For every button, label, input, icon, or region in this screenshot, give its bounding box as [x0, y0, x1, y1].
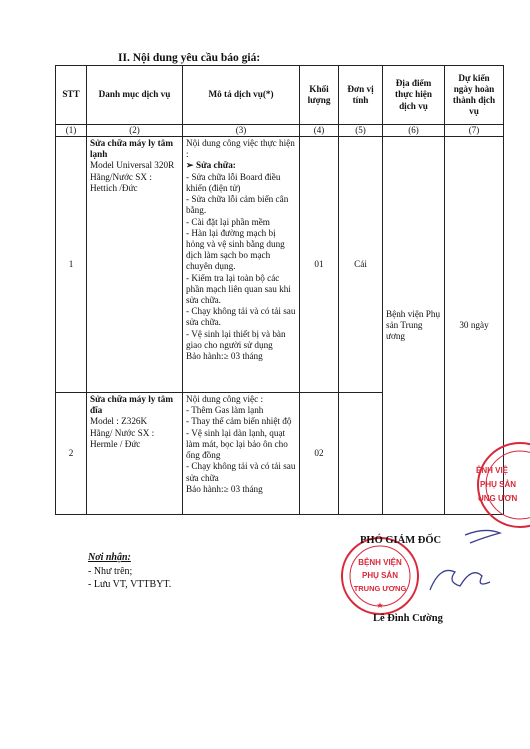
description-item: - Hàn lại đường mạch bị hỏng và vệ sinh bằng dung dịch làm sạch bo mạch chuyên dụng. [186, 227, 285, 272]
column-number: (6) [383, 125, 445, 137]
description-item: - Cài đặt lại phần mềm [186, 216, 270, 227]
svg-text:ỆNH VIỆ: ỆNH VIỆ [476, 466, 509, 475]
table-row [56, 136, 504, 392]
row-description [183, 392, 300, 514]
header-description-label: Mô tả dịch vụ(*) [208, 89, 274, 100]
row-unit: Cái [339, 136, 383, 392]
header-description [183, 66, 300, 125]
description-item: - Sửa chữa lỗi cảm biến cân bằng. [186, 194, 289, 216]
service-detail: Model Universal 320R [90, 160, 175, 171]
row-quantity: 01 [300, 136, 339, 392]
header-quantity: Khối lượng [300, 66, 339, 125]
description-item: - Sửa chữa lỗi Board điều khiển (điện tử) [186, 171, 281, 193]
signer-title: PHÓ GIÁM ĐỐC [360, 535, 442, 546]
row-description [183, 136, 300, 392]
column-number: (2) [87, 125, 183, 137]
stamp-line: TRUNG ƯƠNG [353, 584, 407, 593]
signer-name: Lê Đình Cường [373, 613, 443, 624]
column-number: (4) [300, 125, 339, 137]
description-item: - Kiểm tra lại toàn bộ các phần mạch liên quan sau khi sửa chữa. [186, 272, 291, 306]
header-service: Danh mục dịch vụ [87, 66, 183, 125]
description-item: Bảo hành:≥ 03 tháng [186, 351, 263, 362]
service-name: Sửa chữa máy ly tâm đĩa [90, 393, 173, 416]
column-number: (7) [445, 125, 504, 137]
recipients-block [88, 551, 171, 592]
row-service [87, 392, 183, 514]
description-item: - Chạy không tải và có tải sau sửa chữa [186, 461, 296, 483]
description-item: Bảo hành:≥ 03 tháng [186, 483, 263, 494]
header-completion: Dự kiến ngày hoàn thành dịch vụ [445, 66, 504, 125]
header-place: Địa điểm thực hiện dịch vụ [383, 66, 445, 125]
stamp-line: PHỤ SẢN [361, 571, 399, 580]
header-stt: STT [56, 66, 87, 125]
recipient-item: - Như trên; [88, 565, 133, 577]
row-unit [339, 392, 383, 514]
row-stt: 2 [56, 392, 87, 514]
description-item: - Thêm Gas làm lạnh [186, 405, 264, 416]
service-request-table [55, 65, 504, 515]
service-detail: Hãng/Nước SX : [90, 171, 152, 182]
service-detail: Model : Z326K [90, 416, 148, 427]
description-item: - Thay thế cảm biến nhiệt độ [186, 416, 292, 427]
row-quantity: 02 [300, 392, 339, 514]
svg-text:PHỤ SẢN: PHỤ SẢN [480, 480, 517, 489]
column-number: (3) [183, 125, 300, 137]
description-item: - Vệ sinh lại thiết bị và bàn giao cho người sử dụng [186, 328, 286, 350]
header-unit: Đơn vị tính [339, 66, 383, 125]
shared-place: Bệnh viện Phụ sản Trung ương [383, 136, 445, 514]
row-stt: 1 [56, 136, 87, 392]
description-intro: Nội dung công việc : [186, 393, 264, 404]
service-detail: Hettich /Đức [90, 182, 138, 193]
shared-completion-days: 30 ngày [445, 136, 504, 514]
column-number: (5) [339, 125, 383, 137]
column-number-row [56, 125, 504, 137]
stamp-line: BỆNH VIỆN [358, 558, 402, 567]
partial-stamp-icon [462, 440, 530, 530]
table-header-row [56, 66, 504, 125]
service-detail: Hãng/ Nước SX : [90, 427, 155, 438]
column-number: (1) [56, 125, 87, 137]
svg-text:★: ★ [376, 601, 384, 610]
recipients-heading: Nơi nhận: [88, 552, 131, 563]
description-intro: Nội dung công việc thực hiện : [186, 137, 295, 160]
description-item: - Vệ sinh lại dàn lạnh, quạt làm mát, bọc lại bảo ôn cho ống đồng [186, 427, 288, 461]
service-name: Sửa chữa máy ly tâm lạnh [90, 137, 173, 160]
description-item: - Chạy không tải và có tải sau sửa chữa. [186, 306, 296, 328]
service-detail: Hermle / Đức [90, 438, 141, 449]
section-title: II. Nội dung yêu cầu báo giá: [118, 52, 261, 64]
recipient-item: - Lưu VT, VTTBYT. [88, 579, 172, 590]
svg-text:UNG ƯƠN: UNG ƯƠN [478, 494, 518, 503]
description-subheading: ➢ Sửa chữa: [186, 160, 236, 171]
row-service [87, 136, 183, 392]
signature-icon [410, 520, 510, 605]
